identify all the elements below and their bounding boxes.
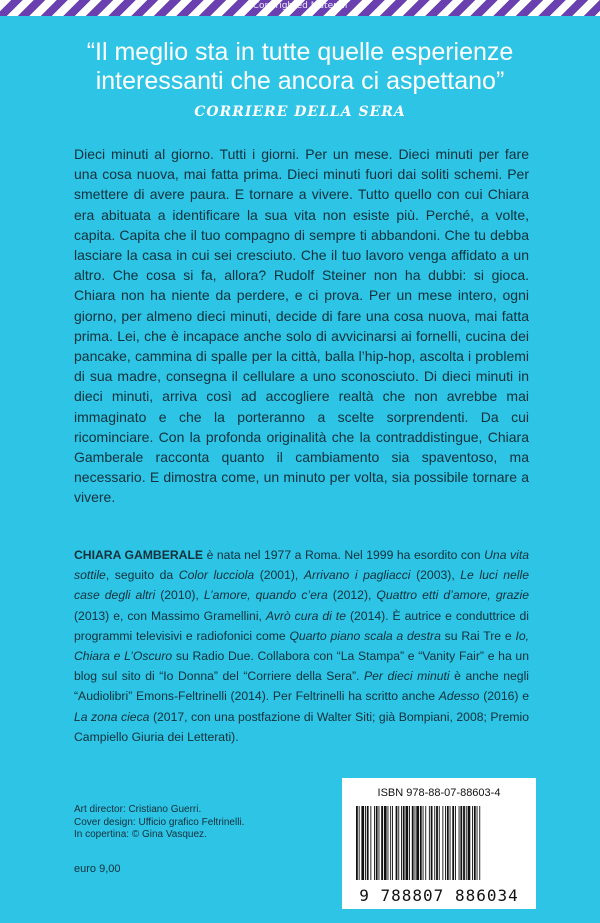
- bio-text: (2010),: [155, 588, 204, 603]
- author-name: CHIARA GAMBERALE: [74, 548, 204, 562]
- bio-title: Per dieci minuti: [363, 669, 450, 684]
- price-label: euro 9,00: [74, 863, 121, 875]
- bio-title: Quattro etti d’amore, grazie: [376, 588, 530, 603]
- ean-digits: 9 788807 886034: [359, 886, 519, 905]
- review-quote: “Il meglio sta in tutte quelle esperienze interessanti che ancora ci aspettano”: [86, 38, 514, 95]
- bio-title: L’amore, quando c’era: [203, 588, 328, 603]
- bio-title: Quarto piano scala a destra: [289, 628, 441, 643]
- bio-title: Le luci nelle case degli altri: [74, 568, 530, 603]
- bio-text: (2013) e, con Massimo Gramellini,: [74, 608, 266, 623]
- bio-text: (2001),: [254, 568, 304, 583]
- bio-text: (2017, con una postfazione di Walter Siti; già Bompiani, 2008; Premio Campiello Giuria dei Letterati).: [74, 709, 529, 744]
- book-synopsis: Dieci minuti al giorno. Tutti i giorni. Per un mese. Dieci minuti per fare una cosa nuova, mai fatta prima. Dieci minuti fuori dai soliti schemi. Per smettere di avere paura. E tornare a vivere. Tutto quello con cui Chiara era abituata a identificare la sua vita non esiste più. Perché, a volte, capita. Capita che il tuo compagno di sempre ti abbandoni. Che tu debba lasciare la casa in cui sei cresciuto. Che il tuo lavoro venga affidato a un altro. Che cosa si fa, allora? Rudolf Steiner non ha dubbi: si gioca. Chiara non ha niente da perdere, e ci prova. Per un mese intero, ogni giorno, per almeno dieci minuti, decide di fare una cosa nuova, mai fatta prima. Lei, che è incapace anche solo di avvicinarsi ai fornelli, cucina dei pancake, cammina di spalle per la città, balla l’hip-hop, ascolta i problemi di sua madre, consegna il cellulare a uno sconosciuto. Di dieci minuti in dieci minuti, arriva così ad accogliere realtà che non avrebbe mai immaginato e che la porteranno a scelte sorprendenti. Da cui ricominciare. Con la profonda originalità che la contraddistingue, Chiara Gamberale racconta quanto il cambiamento sia spaventoso, ma necessario. E dimostra come, un minuto per volta, sia possibile tornare a vivere.: [74, 146, 529, 506]
- bio-text: (2003),: [410, 568, 461, 583]
- bio-title: Io, Chiara e L’Oscuro: [74, 628, 529, 664]
- bio-text: , seguito da: [105, 568, 179, 583]
- copyright-watermark: Copyrighted Material: [252, 1, 348, 11]
- bio-text: (2016) e: [479, 689, 530, 704]
- bio-title: Adesso: [438, 689, 480, 704]
- author-bio: [74, 545, 529, 747]
- bio-text: è nata nel 1977 a Roma. Nel 1999 ha esordito con: [203, 548, 485, 562]
- quote-source: CORRIERE DELLA SERA: [194, 104, 406, 120]
- isbn-label: ISBN 978-88-07-88603-4: [377, 787, 501, 799]
- bio-title: Avrò cura di te: [265, 608, 346, 623]
- bio-text: è anche negli “Audiolibri” Emons-Feltrinelli (2014). Per Feltrinelli ha scritto anche: [74, 669, 529, 704]
- art-director-credit: Art director: Cristiano Guerri.: [74, 804, 202, 815]
- barcode-icon: [352, 806, 526, 890]
- cover-design-credit: Cover design: Ufficio grafico Feltrinelli.: [74, 816, 245, 828]
- bio-title: Color lucciola: [178, 568, 255, 583]
- bio-title: Una vita sottile: [74, 548, 529, 583]
- cover-photo-credit: In copertina: © Gina Vasquez.: [74, 829, 207, 840]
- bio-title: Arrivano i pagliacci: [303, 568, 411, 583]
- bio-text: su Radio Due. Collabora con “La Stampa” e “Vanity Fair” e ha un blog sul sito di “Io Donna” del “Corriere della Sera”.: [74, 649, 529, 684]
- bio-title: La zona cieca: [74, 709, 150, 724]
- bio-text: (2012),: [327, 588, 377, 603]
- cover-credits: [74, 804, 244, 842]
- bio-text: (2014). È autrice e conduttrice di programmi televisivi e radiofonici come: [74, 608, 529, 643]
- isbn-barcode-panel: [342, 778, 536, 909]
- bio-text: su Rai Tre e: [440, 628, 516, 643]
